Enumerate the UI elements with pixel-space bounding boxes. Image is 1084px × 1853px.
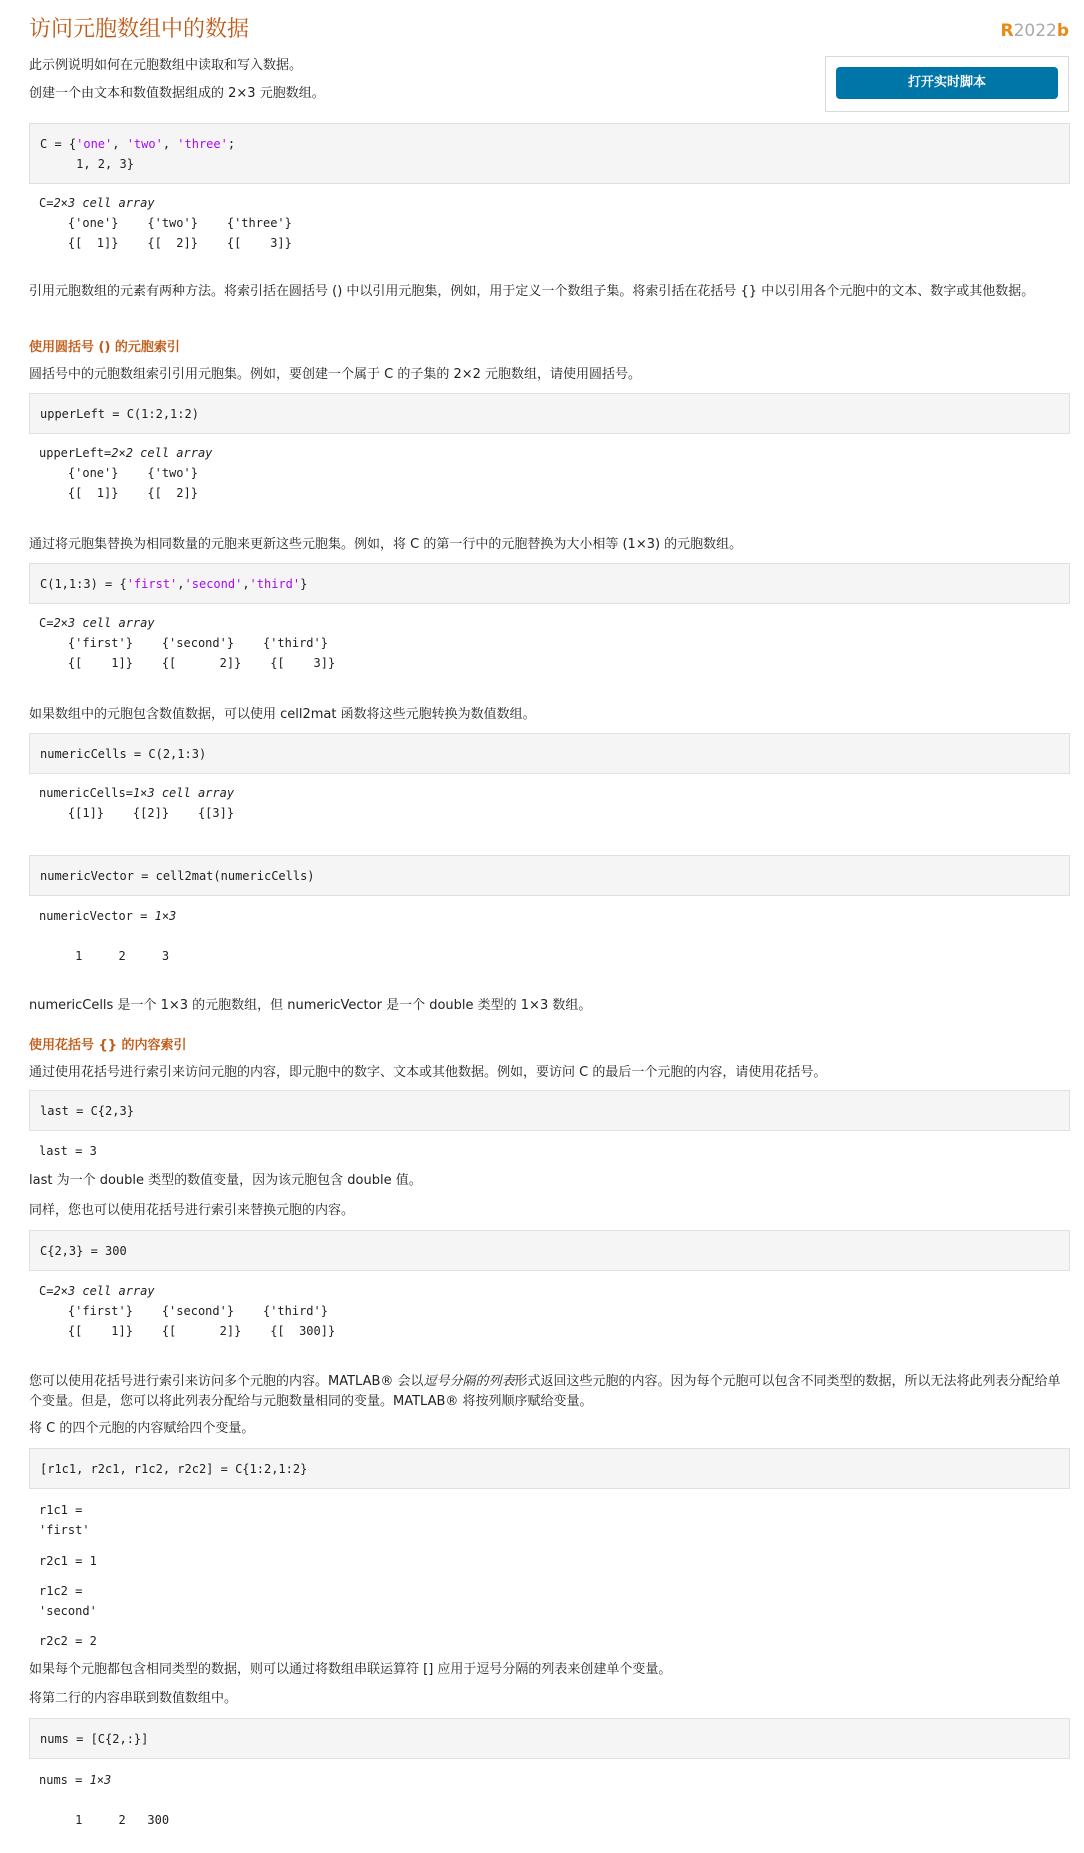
multi-paragraph: 您可以使用花括号进行索引来访问多个元胞的内容。MATLAB® 会以逗号分隔的列表形式返回这些元胞的内容。因为每个元胞可以包含不同类型的数据，所以无法将此列表分配给单个变量。但是，您可以将此列表分配给与元胞数量相同的变量。MATLAB® 将按列顺序赋给变量。 (29, 1374, 1061, 1409)
release-b: b (1056, 21, 1069, 41)
code-block-upperleft[interactable]: upperLeft = C(1:2,1:2) (29, 393, 1070, 434)
output-upperleft: upperLeft=2×2 cell array {'one'} {'two'} {[ 1]} {[ 2]} (39, 446, 213, 500)
output-r1c2: r1c2 = 'second' (39, 1584, 97, 1618)
concat-paragraph: 如果每个元胞都包含相同类型的数据，则可以通过将数组串联运算符 [] 应用于逗号分隔的列表来创建单个变量。 (29, 1662, 672, 1677)
section-heading-paren: 使用圆括号 () 的元胞索引 (29, 340, 180, 355)
intro-paragraph-2: 创建一个由文本和数值数据组成的 2×3 元胞数组。 (29, 86, 325, 101)
release-r: R (1000, 21, 1014, 41)
output-nums: nums = 1×3 1 2 300 (39, 1773, 170, 1827)
row2-paragraph: 将第二行的内容串联到数值数组中。 (29, 1691, 238, 1706)
code-block-assign-300[interactable]: C{2,3} = 300 (29, 1230, 1070, 1271)
paren-paragraph: 圆括号中的元胞数组索引引用元胞集。例如，要创建一个属于 C 的子集的 2×2 元胞数组，请使用圆括号。 (29, 367, 642, 382)
methods-paragraph: 引用元胞数组的元素有两种方法。将索引括在圆括号 () 中以引用元胞集，例如，用于定义一个数组子集。将索引括在花括号 {} 中以引用各个元胞中的文本、数字或其他数据。 (29, 284, 1035, 299)
output-r2c1: r2c1 = 1 (39, 1554, 97, 1568)
release-badge (1000, 20, 1069, 42)
open-live-script-button[interactable]: 打开实时脚本 (836, 67, 1058, 99)
page-title: 访问元胞数组中的数据 (29, 17, 250, 42)
section-heading-brace: 使用花括号 {} 的内容索引 (29, 1038, 187, 1053)
types-paragraph: numericCells 是一个 1×3 的元胞数组，但 numericVector 是一个 double 类型的 1×3 数组。 (29, 998, 592, 1013)
code-block-cell2mat[interactable]: numericVector = cell2mat(numericCells) (29, 855, 1070, 896)
output-numericcells: numericCells=1×3 cell array {[1]} {[2]} {[3]} (39, 786, 235, 820)
output-assign-300: C=2×3 cell array {'first'} {'second'} {'third'} {[ 1]} {[ 2]} {[ 300]} (39, 1284, 336, 1338)
cell2mat-paragraph: 如果数组中的元胞包含数值数据，可以使用 cell2mat 函数将这些元胞转换为数值数组。 (29, 707, 536, 722)
output-create: C=2×3 cell array {'one'} {'two'} {'three'} {[ 1]} {[ 2]} {[ 3]} (39, 196, 292, 250)
code-block-nums[interactable]: nums = [C{2,:}] (29, 1718, 1070, 1759)
four-vars-paragraph: 将 C 的四个元胞的内容赋给四个变量。 (29, 1421, 255, 1436)
live-script-panel (825, 56, 1069, 112)
replace-paragraph: 同样，您也可以使用花括号进行索引来替换元胞的内容。 (29, 1203, 355, 1218)
code-block-numericcells[interactable]: numericCells = C(2,1:3) (29, 733, 1070, 774)
output-replace-row: C=2×3 cell array {'first'} {'second'} {'third'} {[ 1]} {[ 2]} {[ 3]} (39, 616, 336, 670)
brace-paragraph: 通过使用花括号进行索引来访问元胞的内容，即元胞中的数字、文本或其他数据。例如，要访问 C 的最后一个元胞的内容，请使用花括号。 (29, 1065, 827, 1080)
output-numericvector: numericVector = 1×3 1 2 3 (39, 909, 177, 963)
output-r1c1: r1c1 = 'first' (39, 1503, 90, 1537)
release-year: 2022 (1013, 21, 1057, 41)
last-paragraph: last 为一个 double 类型的数值变量，因为该元胞包含 double 值。 (29, 1173, 422, 1188)
code-block-create[interactable]: C = {'one', 'two', 'three'; 1, 2, 3} (29, 123, 1070, 184)
output-r2c2: r2c2 = 2 (39, 1634, 97, 1648)
intro-paragraph: 此示例说明如何在元胞数组中读取和写入数据。 (29, 58, 303, 73)
update-paragraph: 通过将元胞集替换为相同数量的元胞来更新这些元胞集。例如，将 C 的第一行中的元胞替换为大小相等 (1×3) 的元胞数组。 (29, 537, 743, 552)
code-block-four-vars[interactable]: [r1c1, r2c1, r1c2, r2c2] = C{1:2,1:2} (29, 1448, 1070, 1489)
code-block-replace-row[interactable]: C(1,1:3) = {'first','second','third'} (29, 563, 1070, 604)
output-last: last = 3 (39, 1144, 97, 1158)
code-block-last[interactable]: last = C{2,3} (29, 1090, 1070, 1131)
